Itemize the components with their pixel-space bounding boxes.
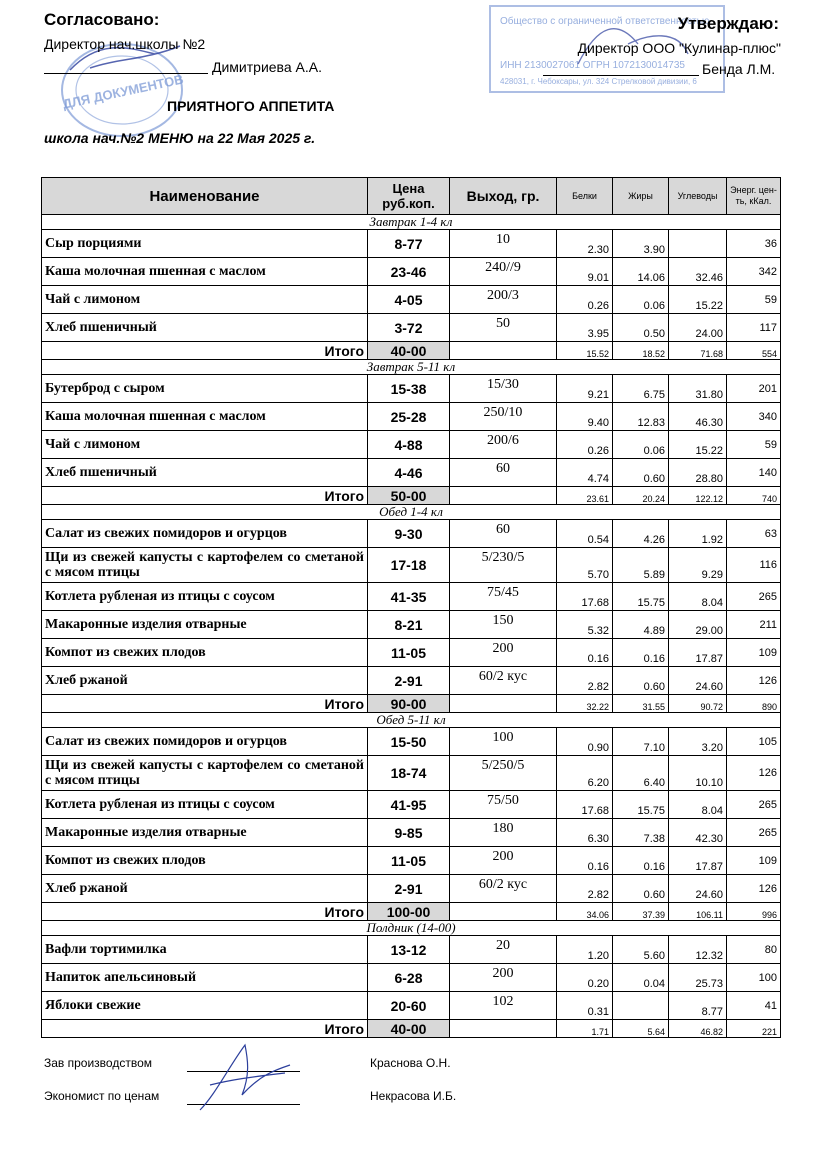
total-output-empty (450, 1020, 557, 1038)
section-title: Обед 1-4 кл (42, 505, 781, 520)
table-row (42, 459, 781, 487)
total-carbs: 90.72 (669, 695, 727, 713)
dish-fat: 14.06 (613, 258, 669, 286)
total-fat: 5.64 (613, 1020, 669, 1038)
dish-protein: 17.68 (557, 583, 613, 611)
dish-price: 3-72 (368, 314, 450, 342)
total-carbs: 122.12 (669, 487, 727, 505)
dish-name: Щи из свежей капусты с картофелем со сметаной с мясом птицы (42, 548, 368, 583)
dish-name: Хлеб пшеничный (42, 459, 368, 487)
dish-output: 60/2 кус (450, 667, 557, 695)
total-label: Итого (42, 487, 368, 505)
table-row (42, 992, 781, 1020)
dish-energy: 211 (727, 611, 781, 639)
approved-signature-line (44, 73, 208, 74)
dish-fat: 3.90 (613, 230, 669, 258)
dish-output: 15/30 (450, 375, 557, 403)
dish-energy: 116 (727, 548, 781, 583)
table-row (42, 639, 781, 667)
total-energy: 221 (727, 1020, 781, 1038)
dish-carbs: 32.46 (669, 258, 727, 286)
total-fat: 20.24 (613, 487, 669, 505)
total-price: 90-00 (368, 695, 450, 713)
total-carbs: 46.82 (669, 1020, 727, 1038)
dish-price: 4-88 (368, 431, 450, 459)
dish-protein: 0.26 (557, 431, 613, 459)
dish-fat: 12.83 (613, 403, 669, 431)
total-fat: 18.52 (613, 342, 669, 360)
table-row (42, 520, 781, 548)
dish-protein: 9.01 (557, 258, 613, 286)
dish-name: Яблоки свежие (42, 992, 368, 1020)
dish-protein: 0.26 (557, 286, 613, 314)
dish-fat: 0.16 (613, 847, 669, 875)
dish-energy: 59 (727, 431, 781, 459)
dish-carbs: 17.87 (669, 639, 727, 667)
stamp-right-line2: ИНН 2130027061 ОГРН 1072130014735 (500, 60, 685, 71)
total-energy: 554 (727, 342, 781, 360)
dish-fat: 0.60 (613, 667, 669, 695)
dish-protein: 6.20 (557, 756, 613, 791)
dish-protein: 9.40 (557, 403, 613, 431)
dish-price: 13-12 (368, 936, 450, 964)
dish-price: 11-05 (368, 639, 450, 667)
total-label: Итого (42, 1020, 368, 1038)
dish-price: 20-60 (368, 992, 450, 1020)
dish-protein: 1.20 (557, 936, 613, 964)
dish-energy: 140 (727, 459, 781, 487)
table-row (42, 286, 781, 314)
dish-price: 8-21 (368, 611, 450, 639)
dish-carbs: 28.80 (669, 459, 727, 487)
total-protein: 32.22 (557, 695, 613, 713)
total-row (42, 1020, 781, 1038)
section-row (42, 921, 781, 936)
dish-protein: 6.30 (557, 819, 613, 847)
table-header-row (42, 178, 781, 215)
dish-energy: 126 (727, 875, 781, 903)
dish-fat: 15.75 (613, 791, 669, 819)
dish-name: Салат из свежих помидоров и огурцов (42, 728, 368, 756)
header-output: Выход, гр. (450, 178, 557, 215)
total-output-empty (450, 903, 557, 921)
total-protein: 15.52 (557, 342, 613, 360)
table-row (42, 847, 781, 875)
total-row (42, 487, 781, 505)
total-row (42, 342, 781, 360)
table-row (42, 375, 781, 403)
total-protein: 34.06 (557, 903, 613, 921)
dish-price: 17-18 (368, 548, 450, 583)
dish-carbs: 15.22 (669, 431, 727, 459)
total-output-empty (450, 695, 557, 713)
footer-signature (190, 1035, 300, 1120)
confirm-name: Бенда Л.М. (702, 61, 776, 77)
dish-price: 2-91 (368, 875, 450, 903)
dish-fat (613, 992, 669, 1020)
dish-fat: 0.50 (613, 314, 669, 342)
dish-price: 8-77 (368, 230, 450, 258)
dish-energy: 201 (727, 375, 781, 403)
dish-output: 5/230/5 (450, 548, 557, 583)
dish-output: 150 (450, 611, 557, 639)
dish-carbs: 9.29 (669, 548, 727, 583)
economist-role: Экономист по ценам (44, 1089, 160, 1103)
table-row (42, 548, 781, 583)
dish-carbs: 8.04 (669, 791, 727, 819)
confirm-position: Директор ООО "Кулинар-плюс" (577, 40, 781, 56)
header-name: Наименование (42, 178, 368, 215)
dish-fat: 4.26 (613, 520, 669, 548)
dish-fat: 0.04 (613, 964, 669, 992)
dish-energy: 126 (727, 667, 781, 695)
stamp-right-line3: 428031, г. Чебоксары, ул. 324 Стрелковой дивизии, 6 (500, 77, 697, 86)
dish-price: 41-95 (368, 791, 450, 819)
dish-energy: 265 (727, 583, 781, 611)
dish-price: 23-46 (368, 258, 450, 286)
table-row (42, 667, 781, 695)
dish-protein: 3.95 (557, 314, 613, 342)
total-label: Итого (42, 903, 368, 921)
dish-output: 75/50 (450, 791, 557, 819)
dish-name: Макаронные изделия отварные (42, 611, 368, 639)
total-fat: 37.39 (613, 903, 669, 921)
dish-name: Чай с лимоном (42, 286, 368, 314)
dish-output: 100 (450, 728, 557, 756)
dish-name: Щи из свежей капусты с картофелем со сметаной с мясом птицы (42, 756, 368, 791)
dish-fat: 7.38 (613, 819, 669, 847)
total-row (42, 903, 781, 921)
production-role: Зав производством (44, 1056, 152, 1070)
total-protein: 1.71 (557, 1020, 613, 1038)
header-energy: Энерг. цен-ть, кКал. (727, 178, 781, 215)
dish-output: 200 (450, 639, 557, 667)
dish-energy: 340 (727, 403, 781, 431)
dish-price: 25-28 (368, 403, 450, 431)
dish-carbs: 15.22 (669, 286, 727, 314)
table-row (42, 791, 781, 819)
dish-carbs (669, 230, 727, 258)
header-price: Цена руб.коп. (368, 178, 450, 215)
dish-protein: 0.31 (557, 992, 613, 1020)
table-row (42, 403, 781, 431)
dish-energy: 36 (727, 230, 781, 258)
dish-price: 15-38 (368, 375, 450, 403)
dish-protein: 5.70 (557, 548, 613, 583)
dish-fat: 5.89 (613, 548, 669, 583)
dish-protein: 0.20 (557, 964, 613, 992)
dish-carbs: 24.60 (669, 875, 727, 903)
dish-output: 200/6 (450, 431, 557, 459)
document-title: ПРИЯТНОГО АППЕТИТА (167, 98, 335, 114)
header-fat: Жиры (613, 178, 669, 215)
section-row (42, 505, 781, 520)
total-output-empty (450, 487, 557, 505)
dish-output: 60/2 кус (450, 875, 557, 903)
dish-carbs: 10.10 (669, 756, 727, 791)
dish-carbs: 1.92 (669, 520, 727, 548)
section-title: Обед 5-11 кл (42, 713, 781, 728)
dish-carbs: 42.30 (669, 819, 727, 847)
dish-output: 200 (450, 964, 557, 992)
dish-name: Каша молочная пшенная с маслом (42, 403, 368, 431)
table-row (42, 936, 781, 964)
dish-fat: 6.40 (613, 756, 669, 791)
dish-carbs: 29.00 (669, 611, 727, 639)
dish-output: 60 (450, 520, 557, 548)
section-title: Завтрак 1-4 кл (42, 215, 781, 230)
total-price: 40-00 (368, 342, 450, 360)
dish-price: 9-30 (368, 520, 450, 548)
dish-carbs: 31.80 (669, 375, 727, 403)
dish-energy: 105 (727, 728, 781, 756)
dish-energy: 41 (727, 992, 781, 1020)
dish-name: Компот из свежих плодов (42, 847, 368, 875)
dish-protein: 5.32 (557, 611, 613, 639)
dish-fat: 0.06 (613, 286, 669, 314)
dish-energy: 80 (727, 936, 781, 964)
dish-fat: 15.75 (613, 583, 669, 611)
dish-output: 240//9 (450, 258, 557, 286)
table-row (42, 431, 781, 459)
dish-price: 18-74 (368, 756, 450, 791)
table-row (42, 314, 781, 342)
confirm-signature-line (543, 75, 699, 76)
total-price: 100-00 (368, 903, 450, 921)
table-row (42, 819, 781, 847)
dish-fat: 7.10 (613, 728, 669, 756)
dish-fat: 5.60 (613, 936, 669, 964)
dish-energy: 126 (727, 756, 781, 791)
table-row (42, 756, 781, 791)
dish-protein: 0.54 (557, 520, 613, 548)
dish-name: Бутерброд с сыром (42, 375, 368, 403)
dish-protein: 2.30 (557, 230, 613, 258)
dish-protein: 4.74 (557, 459, 613, 487)
stamp-left-text: ДЛЯ ДОКУМЕНТОВ (61, 71, 185, 112)
dish-fat: 0.60 (613, 459, 669, 487)
dish-name: Котлета рубленая из птицы с соусом (42, 583, 368, 611)
dish-output: 102 (450, 992, 557, 1020)
dish-energy: 265 (727, 791, 781, 819)
dish-fat: 0.60 (613, 875, 669, 903)
dish-fat: 4.89 (613, 611, 669, 639)
dish-name: Котлета рубленая из птицы с соусом (42, 791, 368, 819)
dish-carbs: 3.20 (669, 728, 727, 756)
dish-output: 50 (450, 314, 557, 342)
dish-protein: 9.21 (557, 375, 613, 403)
dish-protein: 0.90 (557, 728, 613, 756)
dish-price: 9-85 (368, 819, 450, 847)
dish-output: 5/250/5 (450, 756, 557, 791)
table-row (42, 230, 781, 258)
total-energy: 890 (727, 695, 781, 713)
table-row (42, 728, 781, 756)
dish-name: Макаронные изделия отварные (42, 819, 368, 847)
section-row (42, 360, 781, 375)
dish-output: 10 (450, 230, 557, 258)
document-subtitle: школа нач.№2 МЕНЮ на 22 Мая 2025 г. (44, 130, 316, 146)
total-protein: 23.61 (557, 487, 613, 505)
dish-carbs: 24.00 (669, 314, 727, 342)
dish-protein: 0.16 (557, 639, 613, 667)
dish-price: 4-05 (368, 286, 450, 314)
dish-fat: 6.75 (613, 375, 669, 403)
dish-carbs: 12.32 (669, 936, 727, 964)
dish-carbs: 25.73 (669, 964, 727, 992)
dish-price: 4-46 (368, 459, 450, 487)
dish-name: Напиток апельсиновый (42, 964, 368, 992)
dish-carbs: 46.30 (669, 403, 727, 431)
dish-fat: 0.16 (613, 639, 669, 667)
dish-energy: 63 (727, 520, 781, 548)
total-label: Итого (42, 695, 368, 713)
dish-energy: 117 (727, 314, 781, 342)
dish-energy: 342 (727, 258, 781, 286)
menu-table (41, 177, 781, 1038)
dish-carbs: 8.04 (669, 583, 727, 611)
dish-energy: 100 (727, 964, 781, 992)
header-protein: Белки (557, 178, 613, 215)
total-carbs: 71.68 (669, 342, 727, 360)
dish-energy: 59 (727, 286, 781, 314)
dish-name: Чай с лимоном (42, 431, 368, 459)
dish-name: Сыр порциями (42, 230, 368, 258)
dish-energy: 109 (727, 847, 781, 875)
dish-name: Хлеб ржаной (42, 875, 368, 903)
total-row (42, 695, 781, 713)
table-row (42, 258, 781, 286)
dish-output: 180 (450, 819, 557, 847)
dish-output: 250/10 (450, 403, 557, 431)
header-carbs: Углеводы (669, 178, 727, 215)
dish-carbs: 17.87 (669, 847, 727, 875)
total-output-empty (450, 342, 557, 360)
dish-energy: 109 (727, 639, 781, 667)
table-row (42, 964, 781, 992)
section-title: Завтрак 5-11 кл (42, 360, 781, 375)
table-row (42, 611, 781, 639)
total-price: 50-00 (368, 487, 450, 505)
section-row (42, 215, 781, 230)
dish-output: 20 (450, 936, 557, 964)
dish-name: Каша молочная пшенная с маслом (42, 258, 368, 286)
dish-output: 200 (450, 847, 557, 875)
dish-name: Хлеб пшеничный (42, 314, 368, 342)
total-fat: 31.55 (613, 695, 669, 713)
approved-position: Директор нач.школы №2 (44, 36, 206, 52)
total-energy: 996 (727, 903, 781, 921)
dish-name: Вафли тортимилка (42, 936, 368, 964)
dish-protein: 17.68 (557, 791, 613, 819)
dish-output: 200/3 (450, 286, 557, 314)
approved-name: Димитриева А.А. (212, 59, 322, 75)
total-carbs: 106.11 (669, 903, 727, 921)
dish-price: 11-05 (368, 847, 450, 875)
table-row (42, 875, 781, 903)
table-row (42, 583, 781, 611)
dish-output: 60 (450, 459, 557, 487)
dish-name: Хлеб ржаной (42, 667, 368, 695)
section-title: Полдник (14-00) (42, 921, 781, 936)
total-price: 40-00 (368, 1020, 450, 1038)
total-label: Итого (42, 342, 368, 360)
stamp-right-line1: Общество с ограниченной ответственностью (500, 16, 710, 27)
dish-protein: 2.82 (557, 875, 613, 903)
dish-output: 75/45 (450, 583, 557, 611)
confirm-title: Утверждаю: (677, 14, 779, 33)
section-row (42, 713, 781, 728)
dish-name: Компот из свежих плодов (42, 639, 368, 667)
dish-price: 2-91 (368, 667, 450, 695)
dish-carbs: 8.77 (669, 992, 727, 1020)
dish-price: 6-28 (368, 964, 450, 992)
approved-title: Согласовано: (44, 10, 160, 29)
production-name: Краснова О.Н. (370, 1056, 451, 1070)
total-energy: 740 (727, 487, 781, 505)
dish-energy: 265 (727, 819, 781, 847)
dish-protein: 2.82 (557, 667, 613, 695)
dish-price: 15-50 (368, 728, 450, 756)
dish-name: Салат из свежих помидоров и огурцов (42, 520, 368, 548)
dish-price: 41-35 (368, 583, 450, 611)
dish-protein: 0.16 (557, 847, 613, 875)
dish-carbs: 24.60 (669, 667, 727, 695)
dish-fat: 0.06 (613, 431, 669, 459)
economist-name: Некрасова И.Б. (370, 1089, 457, 1103)
